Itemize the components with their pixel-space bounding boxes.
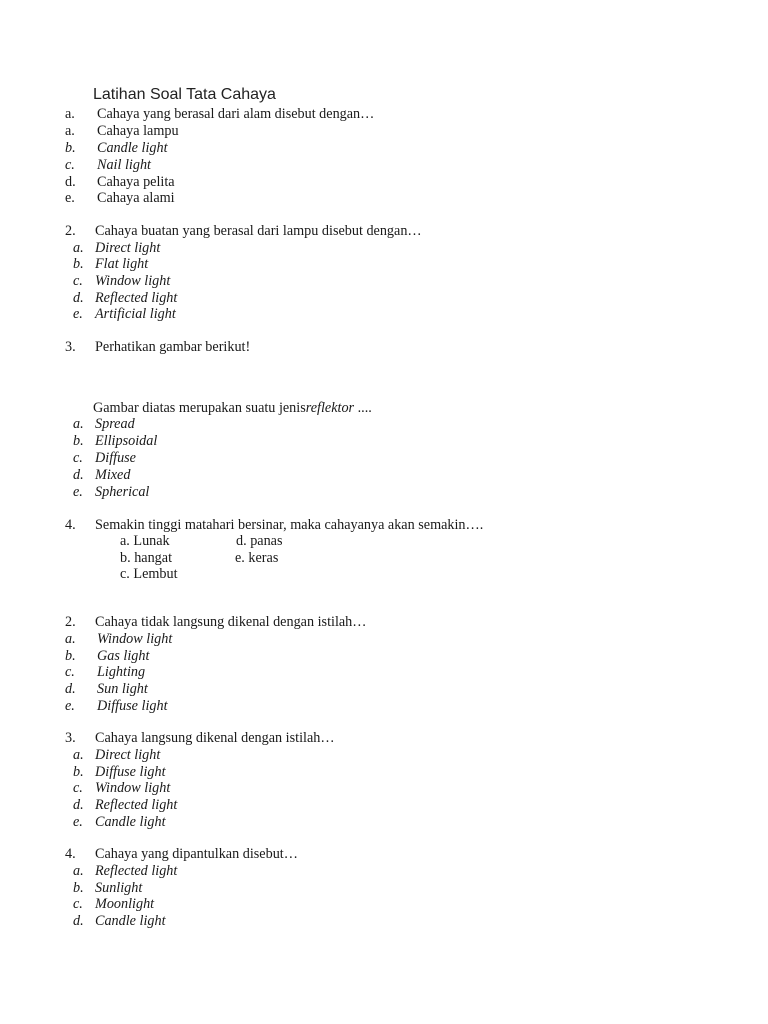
question-number: a. bbox=[65, 106, 75, 122]
option-letter: c. bbox=[73, 780, 83, 796]
option-text: Window light bbox=[97, 631, 173, 647]
question-text: Cahaya yang dipantulkan disebut… bbox=[95, 846, 298, 862]
question-subtext bbox=[93, 400, 372, 417]
option-letter: e. bbox=[73, 306, 83, 322]
option-letter: a. bbox=[73, 747, 84, 763]
option-letter: c. bbox=[65, 664, 75, 680]
option-text: Lembut bbox=[133, 566, 178, 582]
option-letter: d. bbox=[73, 467, 84, 483]
option-text: Window light bbox=[95, 780, 171, 796]
question-number: 2. bbox=[65, 614, 76, 630]
option-text: Spread bbox=[95, 416, 135, 432]
option-text: hangat bbox=[134, 550, 173, 566]
option-text: keras bbox=[248, 550, 279, 566]
option-letter: e. bbox=[65, 698, 75, 714]
option-text: Cahaya pelita bbox=[97, 174, 175, 190]
option-text: Sunlight bbox=[95, 880, 143, 896]
option-letter: c. bbox=[120, 566, 130, 582]
option-text: Nail light bbox=[97, 157, 151, 173]
option-letter: a. bbox=[65, 631, 76, 647]
option-text: panas bbox=[250, 533, 283, 549]
option-letter: b. bbox=[120, 550, 131, 566]
option-text: Gas light bbox=[97, 648, 150, 664]
option bbox=[120, 533, 170, 550]
option-letter: d. bbox=[73, 290, 84, 306]
option-letter: d. bbox=[65, 174, 76, 190]
option-text: Artificial light bbox=[95, 306, 176, 322]
option-letter: b. bbox=[73, 764, 84, 780]
option-letter: a. bbox=[73, 863, 84, 879]
option-text: Flat light bbox=[95, 256, 149, 272]
question-text: Semakin tinggi matahari bersinar, maka cahayanya akan semakin…. bbox=[95, 517, 484, 533]
option-letter: e. bbox=[65, 190, 75, 206]
option-text: Spherical bbox=[95, 484, 150, 500]
option-text: Reflected light bbox=[95, 290, 178, 306]
option-letter: c. bbox=[73, 273, 83, 289]
option-letter: b. bbox=[73, 880, 84, 896]
option-text: Lunak bbox=[133, 533, 170, 549]
option-letter: d. bbox=[73, 913, 84, 929]
option-text: Ellipsoidal bbox=[95, 433, 158, 449]
option-letter: e. bbox=[235, 550, 245, 566]
option-letter: a. bbox=[73, 416, 84, 432]
option-text: Candle light bbox=[95, 814, 166, 830]
option-text: Window light bbox=[95, 273, 171, 289]
question-number: 2. bbox=[65, 223, 76, 239]
option-text: Reflected light bbox=[95, 797, 178, 813]
question-number: 3. bbox=[65, 339, 76, 355]
subtext-regular: Gambar diatas merupakan suatu jenis bbox=[93, 400, 306, 416]
option-text: Sun light bbox=[97, 681, 148, 697]
option-text: Mixed bbox=[95, 467, 131, 483]
option-text: Reflected light bbox=[95, 863, 178, 879]
option-letter: d. bbox=[236, 533, 247, 549]
question-number: 3. bbox=[65, 730, 76, 746]
option-text: Cahaya lampu bbox=[97, 123, 179, 139]
option-text: Diffuse light bbox=[97, 698, 168, 714]
option-letter: b. bbox=[65, 648, 76, 664]
option-letter: d. bbox=[65, 681, 76, 697]
option-letter: b. bbox=[65, 140, 76, 156]
option-letter: c. bbox=[73, 450, 83, 466]
option bbox=[120, 566, 178, 583]
option bbox=[235, 550, 278, 567]
option bbox=[120, 550, 172, 567]
question-number: 4. bbox=[65, 517, 76, 533]
option-text: Direct light bbox=[95, 747, 161, 763]
question-text: Cahaya langsung dikenal dengan istilah… bbox=[95, 730, 335, 746]
option-text: Cahaya alami bbox=[97, 190, 175, 206]
option-text: Candle light bbox=[97, 140, 168, 156]
question-number: 4. bbox=[65, 846, 76, 862]
question-text: Cahaya buatan yang berasal dari lampu disebut dengan… bbox=[95, 223, 422, 239]
option-letter: a. bbox=[120, 533, 130, 549]
question-text: Cahaya yang berasal dari alam disebut dengan… bbox=[97, 106, 375, 122]
option-letter: b. bbox=[73, 256, 84, 272]
option-text: Lighting bbox=[97, 664, 146, 680]
option bbox=[236, 533, 283, 550]
subtext-italic: reflektor bbox=[305, 400, 355, 416]
option-letter: b. bbox=[73, 433, 84, 449]
document-title: Latihan Soal Tata Cahaya bbox=[93, 86, 276, 103]
option-text: Direct light bbox=[95, 240, 161, 256]
option-letter: a. bbox=[73, 240, 84, 256]
option-letter: c. bbox=[65, 157, 75, 173]
option-letter: a. bbox=[65, 123, 75, 139]
option-text: Moonlight bbox=[95, 896, 155, 912]
subtext-trailer: .... bbox=[354, 400, 372, 416]
option-text: Diffuse light bbox=[95, 764, 166, 780]
option-letter: c. bbox=[73, 896, 83, 912]
question-text: Cahaya tidak langsung dikenal dengan istilah… bbox=[95, 614, 367, 630]
option-letter: e. bbox=[73, 484, 83, 500]
option-text: Candle light bbox=[95, 913, 166, 929]
option-text: Diffuse bbox=[95, 450, 136, 466]
question-text: Perhatikan gambar berikut! bbox=[95, 339, 251, 355]
option-letter: d. bbox=[73, 797, 84, 813]
option-letter: e. bbox=[73, 814, 83, 830]
